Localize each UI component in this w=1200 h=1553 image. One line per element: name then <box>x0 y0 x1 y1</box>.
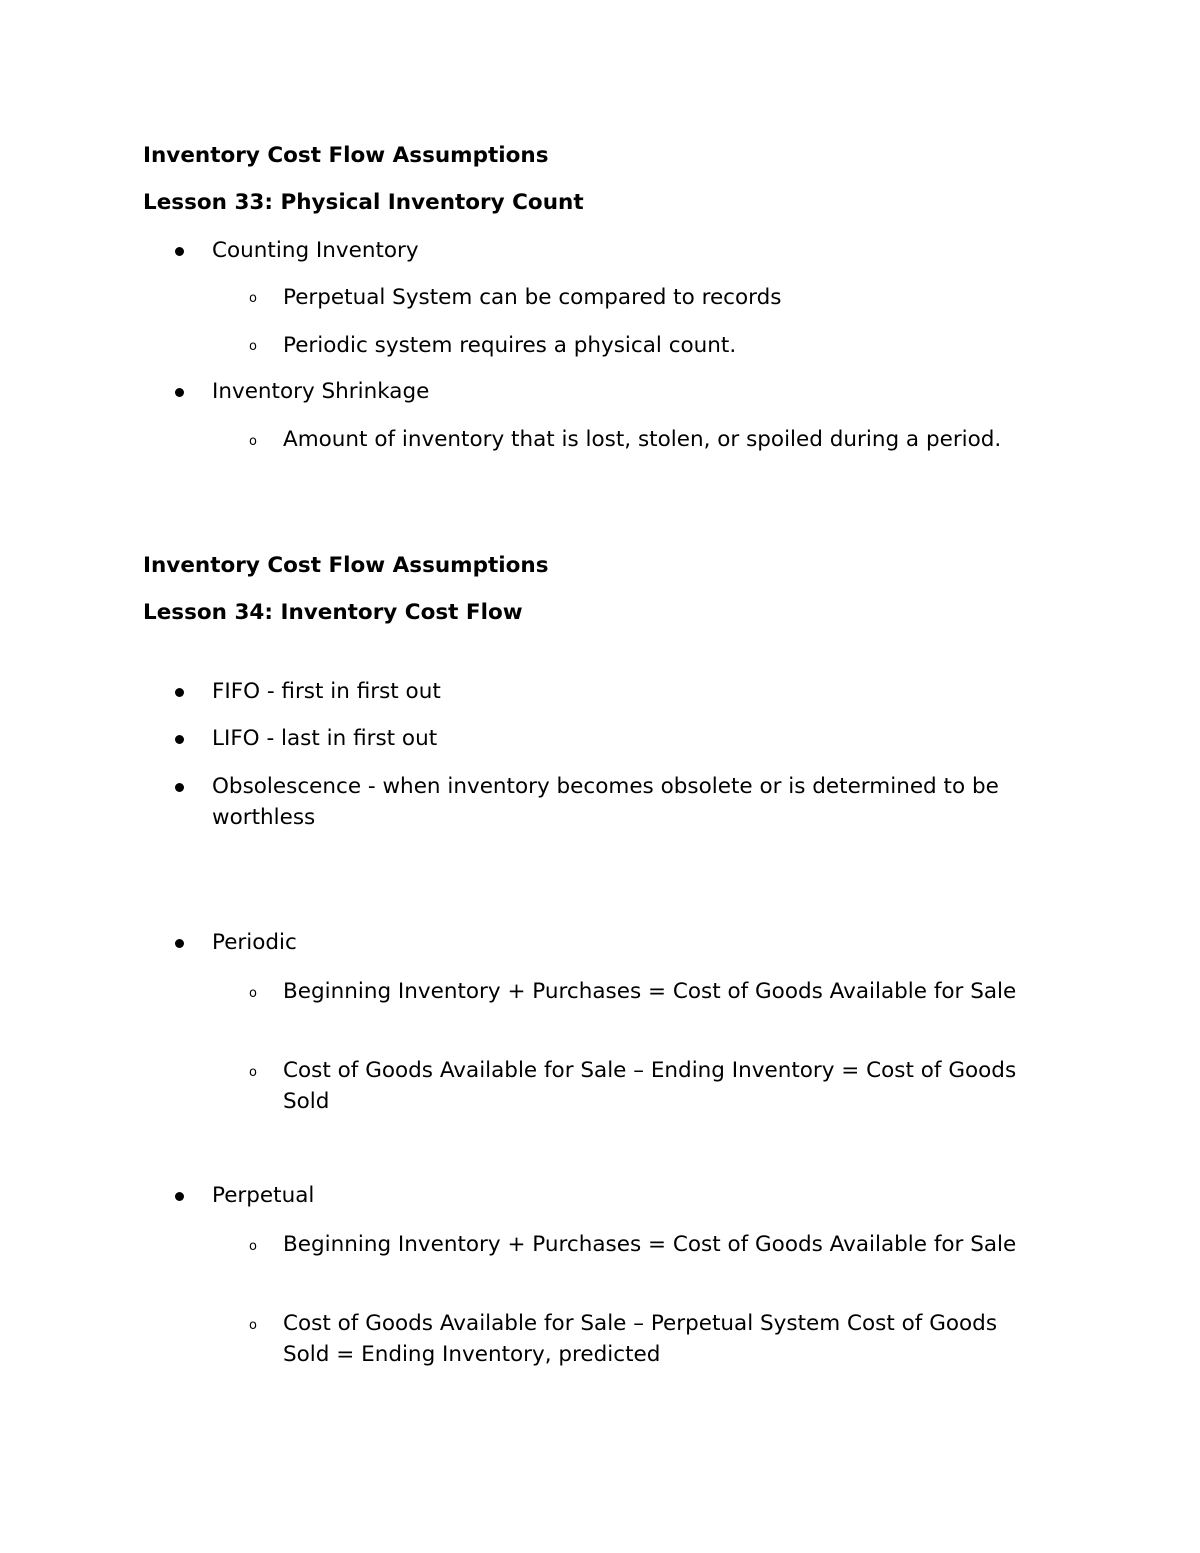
bullet-marker <box>175 247 184 256</box>
sub-bullet-marker: o <box>249 339 257 354</box>
list-item-obsolescence: Obsolescence - when inventory becomes obsolete or is determined to be worthless <box>212 774 999 830</box>
sub-item-periodic-goods-available: Beginning Inventory + Purchases = Cost of Goods Available for Sale <box>283 979 1017 1004</box>
section-2-title: Inventory Cost Flow Assumptions <box>143 553 549 578</box>
sub-item-periodic-cogs: Cost of Goods Available for Sale – Ending Inventory = Cost of Goods Sold <box>283 1058 1017 1114</box>
sub-bullet-marker: o <box>249 1065 257 1080</box>
sub-item-shrinkage-definition: Amount of inventory that is lost, stolen, or spoiled during a period. <box>283 427 1002 452</box>
sub-bullet-marker: o <box>249 434 257 449</box>
section-1-lesson-heading: Lesson 33: Physical Inventory Count <box>143 190 584 215</box>
list-item-periodic: Periodic <box>212 930 297 955</box>
list-item-lifo: LIFO - last in first out <box>212 726 438 751</box>
sub-item-perpetual-ending-inventory: Cost of Goods Available for Sale – Perpetual System Cost of Goods Sold = Ending Inventory, predicted <box>283 1311 998 1367</box>
list-item-inventory-shrinkage: Inventory Shrinkage <box>212 379 430 404</box>
section-2-lesson-heading: Lesson 34: Inventory Cost Flow <box>143 600 523 625</box>
bullet-marker <box>175 1192 184 1201</box>
bullet-marker <box>175 939 184 948</box>
sub-bullet-marker: o <box>249 1318 257 1333</box>
bullet-marker <box>175 735 184 744</box>
list-item-counting-inventory: Counting Inventory <box>212 238 419 263</box>
bullet-marker <box>175 688 184 697</box>
bullet-marker <box>175 388 184 397</box>
list-item-perpetual: Perpetual <box>212 1183 315 1208</box>
section-1-title: Inventory Cost Flow Assumptions <box>143 143 549 168</box>
sub-bullet-marker: o <box>249 986 257 1001</box>
sub-item-perpetual-records: Perpetual System can be compared to records <box>283 285 782 310</box>
sub-bullet-marker: o <box>249 291 257 306</box>
sub-bullet-marker: o <box>249 1239 257 1254</box>
sub-item-perpetual-goods-available: Beginning Inventory + Purchases = Cost of Goods Available for Sale <box>283 1232 1017 1257</box>
sub-item-periodic-count: Periodic system requires a physical count. <box>283 333 737 358</box>
bullet-marker <box>175 783 184 792</box>
list-item-fifo: FIFO - first in first out <box>212 679 441 704</box>
